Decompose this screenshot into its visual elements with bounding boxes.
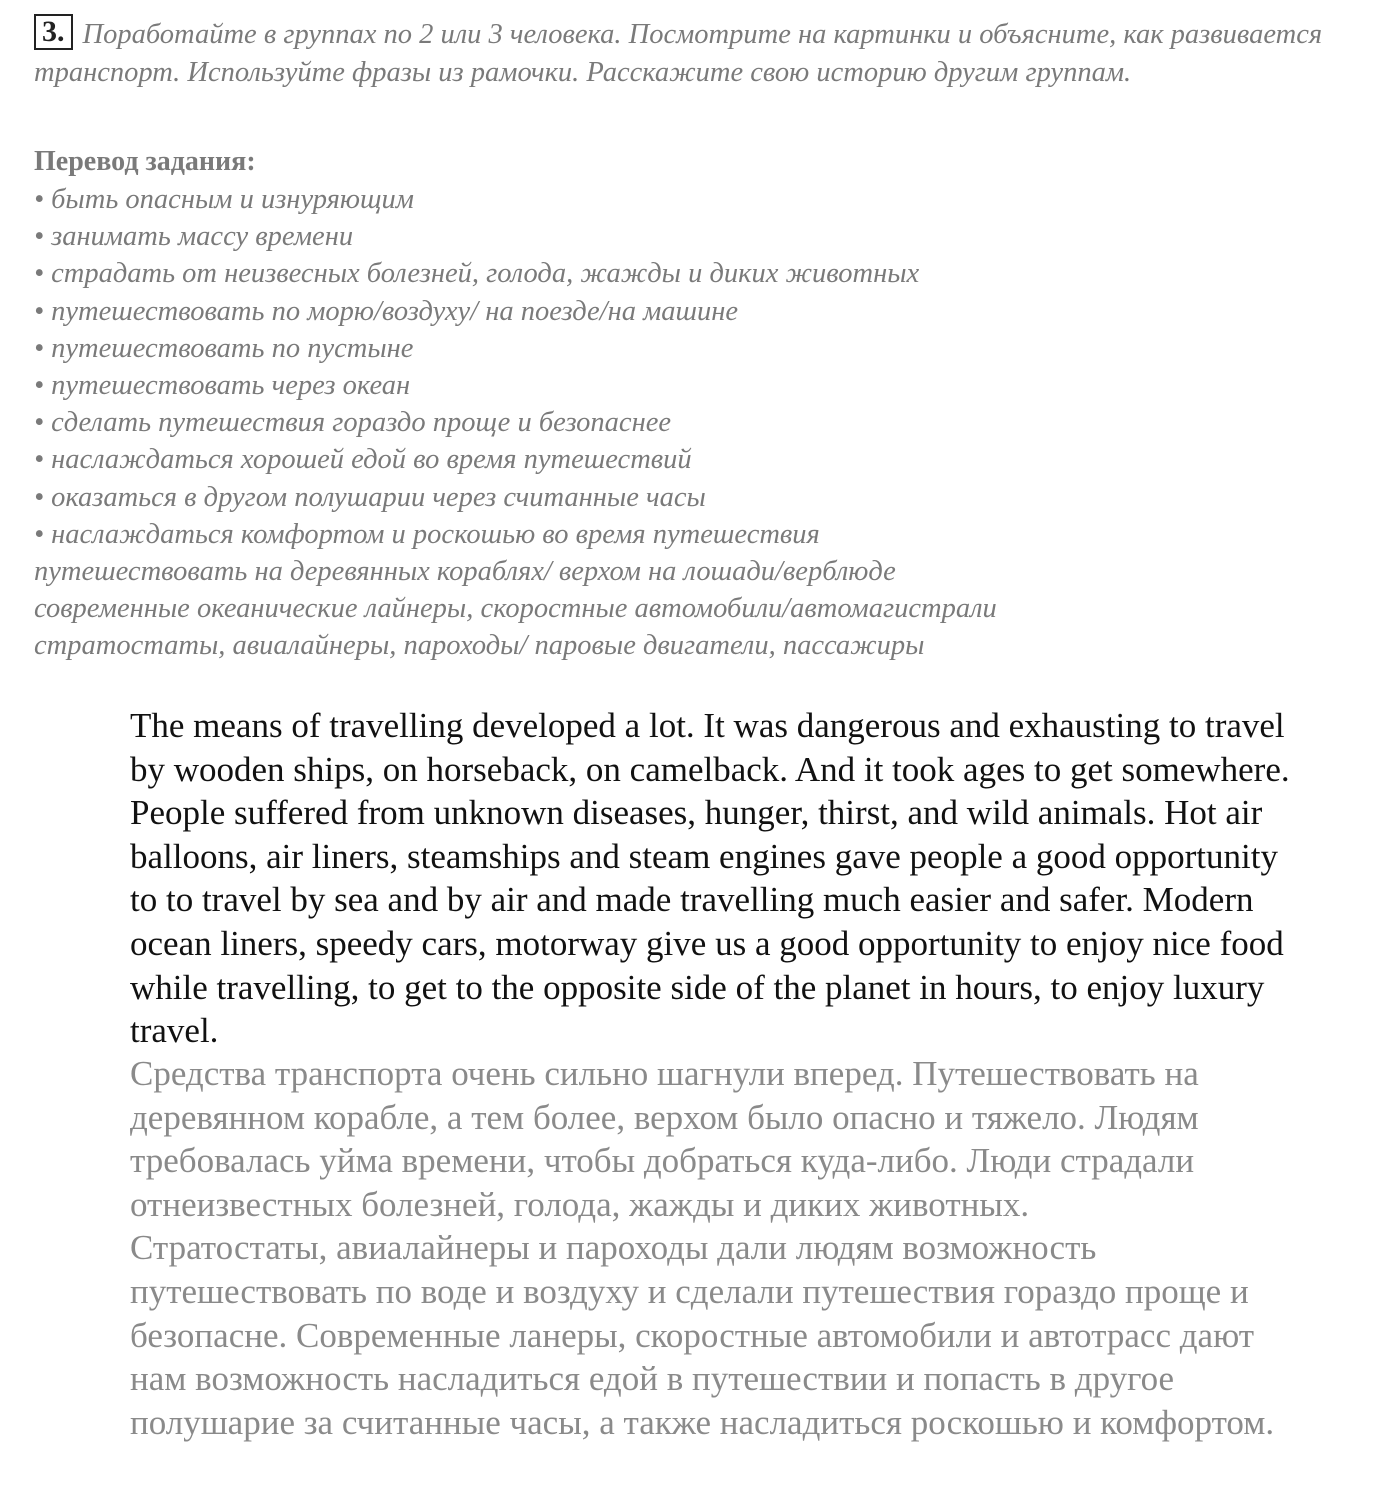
phrase-item: • быть опасным и изнуряющим bbox=[34, 184, 414, 215]
phrase-list bbox=[34, 181, 1374, 664]
translation-paragraph: Стратостаты, авиалайнеры и пароходы дали людям возможность путешествовать по воде и воздуху и сделали путешествия гораздо проще и безопасне. Современные ланеры, скоростные автомобили и автотрасс дают нам возможность насладиться едой в путешествии и попасть в другое полушарие за считанные часы, а также насладиться роскошью и комфортом. bbox=[130, 1228, 1275, 1442]
task-instruction-block bbox=[34, 14, 1374, 92]
phrase-item: стратостаты, авиалайнеры, пароходы/ паровые двигатели, пассажиры bbox=[34, 630, 925, 662]
exercise-number: 3. bbox=[34, 14, 73, 50]
translation-heading: Перевод задания: bbox=[34, 146, 256, 177]
phrase-item: • путешествовать по морю/воздуху/ на поезде/на машине bbox=[34, 295, 739, 327]
phrase-item: путешествовать на деревянных кораблях/ верхом на лошади/верблюде bbox=[34, 555, 896, 587]
russian-translation-block bbox=[130, 1052, 1310, 1444]
phrase-item: • наслаждаться комфортом и роскошью во время путешествия bbox=[34, 518, 820, 550]
phrase-item: • занимать массу времени bbox=[34, 221, 354, 253]
phrase-item: • путешествовать по пустыне bbox=[34, 332, 414, 364]
phrase-item: современные океанические лайнеры, скоростные автомобили/автомагистрали bbox=[34, 593, 997, 625]
phrase-item: • путешествовать через океан bbox=[34, 369, 411, 401]
task-instruction-text: Поработайте в группах по 2 или 3 человека. Посмотрите на картинки и объясните, как развивается транспорт. Используйте фразы из рамочки. Расскажите свою историю другим группам. bbox=[34, 19, 1323, 88]
translation-paragraph: Средства транспорта очень сильно шагнули вперед. Путешествовать на деревянном корабле, а тем более, верхом было опасно и тяжело. Людям требовалась уйма времени, чтобы добраться куда-либо. Люди страдали отнеизвестных болезней, голода, жажды и диких животных. bbox=[130, 1054, 1199, 1224]
phrase-item: • оказаться в другом полушарии через считанные часы bbox=[34, 481, 706, 513]
phrase-item: • страдать от неизвесных болезней, голода, жажды и диких животных bbox=[34, 258, 920, 290]
english-answer-paragraph: The means of travelling developed a lot. It was dangerous and exhausting to travel by wooden ships, on horseback, on camelback. And it took ages to get somewhere. People suffered from unknown diseases, hunger, thirst, and wild animals. Hot air balloons, air liners, steamships and steam engines gave people a good opportunity to to travel by sea and by air and made travelling much easier and safer. Modern ocean liners, speedy cars, motorway give us a good opportunity to enjoy nice food while travelling, to get to the opposite side of the planet in hours, to enjoy luxury travel. bbox=[130, 706, 1290, 1051]
phrase-item: • наслаждаться хорошей едой во время путешествий bbox=[34, 444, 692, 476]
phrase-item: • сделать путешествия гораздо проще и безопаснее bbox=[34, 407, 672, 439]
